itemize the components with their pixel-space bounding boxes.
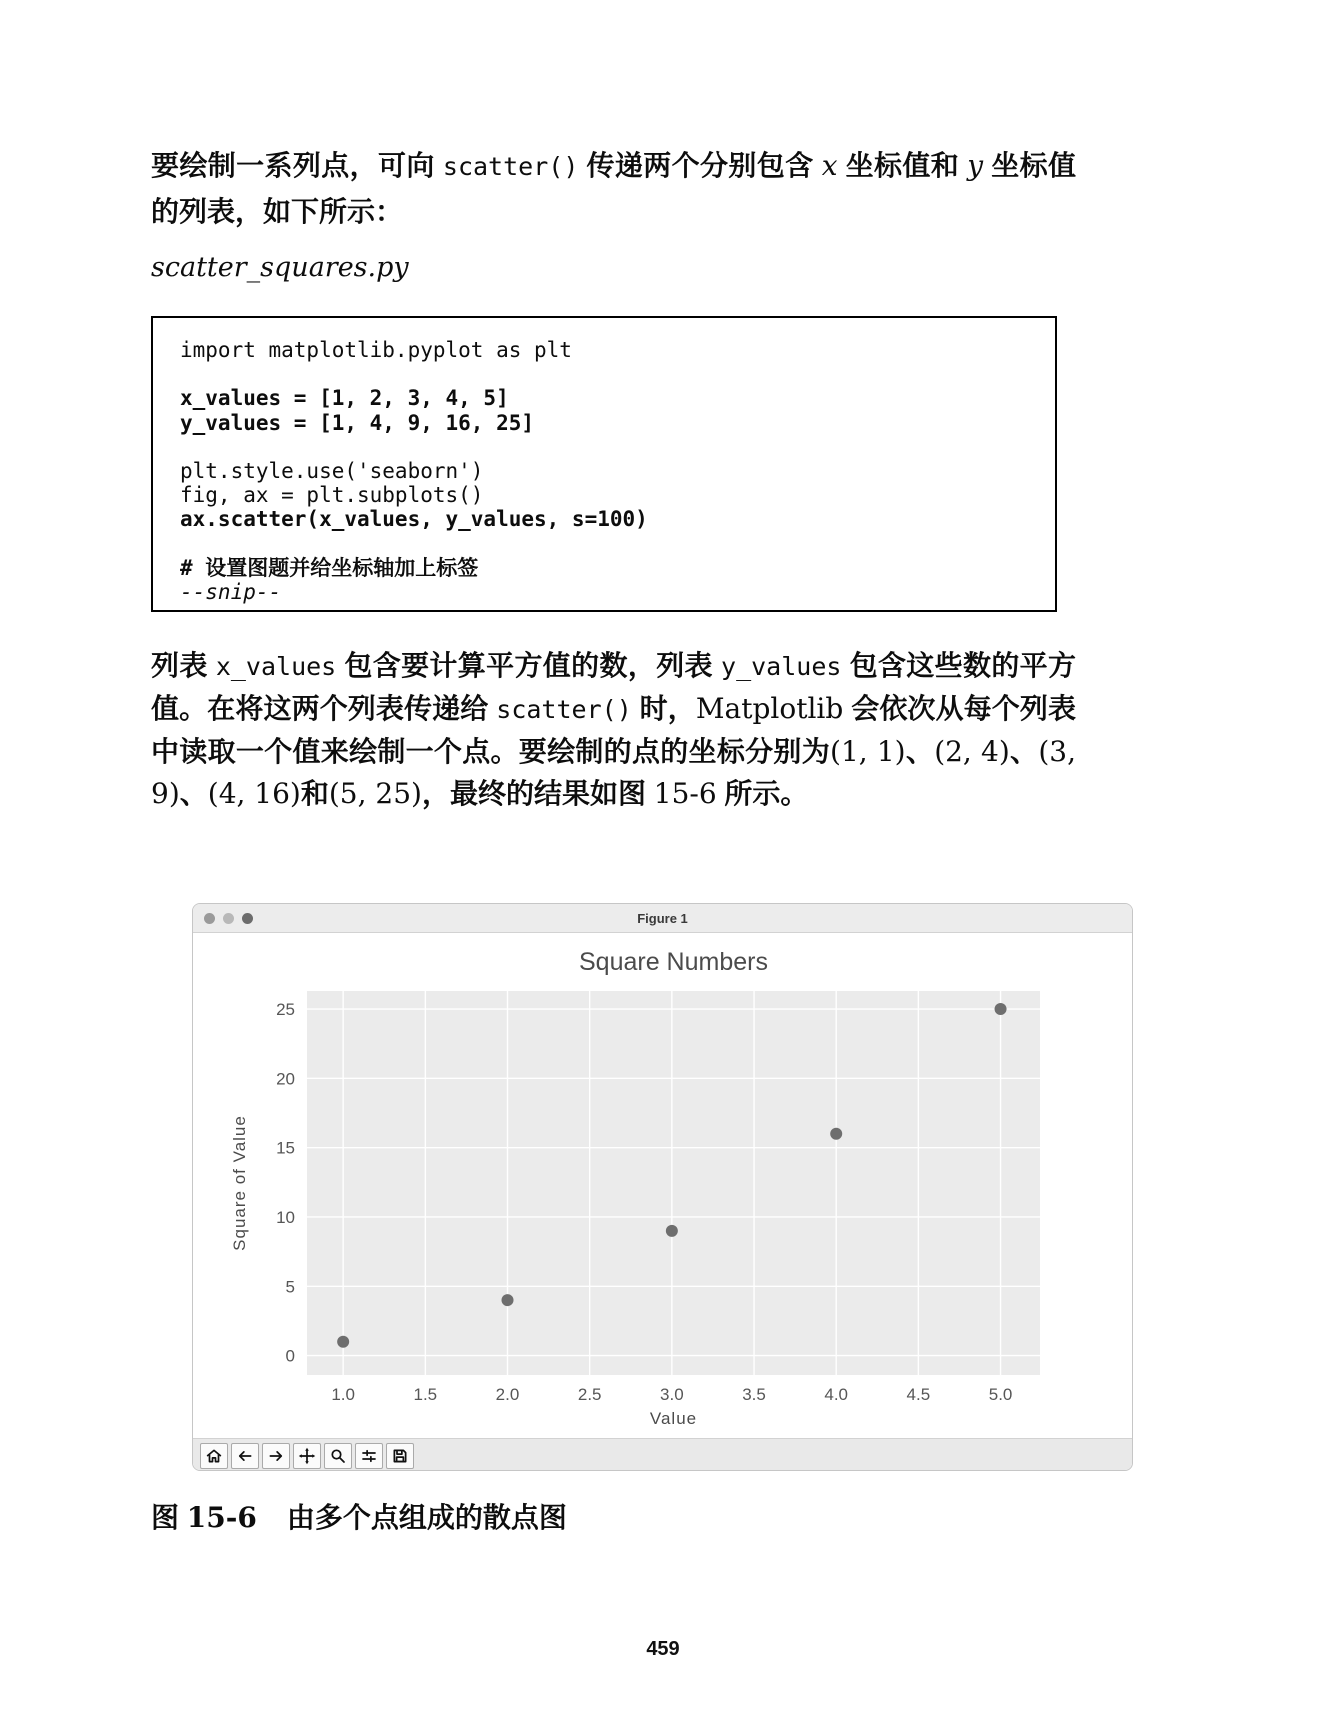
- window-titlebar: [193, 904, 1132, 933]
- forward-icon: [267, 1447, 285, 1465]
- explain-paragraph: [151, 645, 1076, 815]
- page-number: 459: [646, 1638, 680, 1660]
- x-tick-label: 1.5: [413, 1385, 438, 1404]
- text-segment: ，最终的结果如图: [421, 778, 654, 809]
- y-tick-label: 10: [276, 1207, 295, 1227]
- figure-caption: [151, 1496, 567, 1536]
- configure-subplots-button[interactable]: [355, 1443, 383, 1469]
- x-tick-label: 2.0: [495, 1385, 520, 1404]
- save-icon: [391, 1447, 409, 1465]
- scatter-chart: [193, 933, 1132, 1438]
- text-segment: x_values: [215, 652, 337, 681]
- zoom-button[interactable]: [242, 913, 253, 924]
- x-tick-label: 3.5: [742, 1385, 766, 1404]
- text-segment: y: [967, 149, 984, 182]
- scatter-point: [995, 1003, 1007, 1015]
- text-segment: 、: [905, 736, 935, 767]
- code-line: x_values = [1, 2, 3, 4, 5]: [180, 386, 509, 411]
- home-button[interactable]: [200, 1443, 228, 1469]
- y-tick-label: 5: [285, 1277, 295, 1297]
- y-axis-label: Square of Value: [230, 1115, 249, 1251]
- x-tick-label: 4.0: [824, 1385, 849, 1404]
- x-tick-label: 4.5: [906, 1385, 931, 1404]
- code-line: ax.scatter(x_values, y_values, s=100): [180, 507, 648, 532]
- configure-subplots-icon: [360, 1447, 378, 1465]
- window-title: Figure 1: [637, 910, 688, 926]
- text-segment: 包含这些数的平方值。在将这两个列表传递给: [151, 650, 1077, 724]
- text-segment: 坐标值和: [837, 150, 968, 181]
- intro-paragraph: [151, 143, 1076, 234]
- y-tick-label: 25: [276, 1000, 295, 1020]
- home-icon: [205, 1447, 223, 1465]
- scatter-point: [830, 1128, 842, 1140]
- code-line: y_values = [1, 4, 9, 16, 25]: [180, 410, 535, 435]
- text-segment: Matplotlib: [695, 692, 844, 725]
- traffic-lights: [204, 904, 253, 932]
- text-segment: 传递两个分别包含: [578, 150, 822, 181]
- code-line: # 设置图题并给坐标轴加上标签: [180, 555, 479, 580]
- y-tick-label: 15: [276, 1138, 295, 1158]
- caption-number: 15-6: [186, 1501, 257, 1534]
- caption-text: 由多个点组成的散点图: [286, 1502, 567, 1533]
- text-segment: (4, 16): [207, 777, 301, 810]
- code-line: [180, 532, 1045, 556]
- code-line: import matplotlib.pyplot as plt: [180, 338, 572, 362]
- x-tick-label: 2.5: [577, 1385, 602, 1404]
- x-tick-label: 1.0: [331, 1385, 355, 1404]
- back-icon: [236, 1447, 254, 1465]
- zoom-button[interactable]: [324, 1443, 352, 1469]
- mpl-toolbar: [193, 1438, 1132, 1471]
- minimize-button[interactable]: [223, 913, 234, 924]
- text-segment: 列表: [151, 650, 216, 681]
- figure-canvas: [193, 933, 1132, 1438]
- caption-prefix: 图: [151, 1502, 187, 1533]
- pan-icon: [298, 1447, 316, 1465]
- close-button[interactable]: [204, 913, 215, 924]
- scatter-point: [337, 1336, 349, 1348]
- y-tick-label: 0: [285, 1346, 295, 1366]
- x-tick-label: 3.0: [660, 1385, 684, 1404]
- text-segment: y_values: [721, 652, 842, 681]
- code-line: [180, 435, 1045, 459]
- pan-button[interactable]: [293, 1443, 321, 1469]
- text-segment: 会依次从每个列表中读取一个值来绘制一个点。要绘制的点的坐标分别为: [151, 693, 1077, 767]
- text-segment: 包含要计算平方值的数，列表: [336, 650, 722, 681]
- code-line: plt.style.use('seaborn'): [180, 459, 484, 484]
- text-segment: 、: [1009, 736, 1039, 767]
- x-tick-label: 5.0: [988, 1385, 1013, 1404]
- scatter-point: [502, 1294, 514, 1306]
- forward-button[interactable]: [262, 1443, 290, 1469]
- code-listing: [151, 316, 1057, 612]
- scatter-point: [666, 1225, 678, 1237]
- chart-title: Square Numbers: [579, 948, 768, 976]
- matplotlib-window: [192, 903, 1133, 1471]
- code-line: --snip--: [180, 580, 282, 605]
- text-segment: 、: [179, 778, 208, 809]
- text-segment: 要绘制一系列点，可向: [151, 150, 443, 181]
- text-segment: scatter(): [442, 152, 579, 181]
- text-segment: (1, 1): [830, 735, 906, 768]
- y-tick-label: 20: [276, 1069, 295, 1089]
- text-segment: (3, 9): [151, 735, 1076, 810]
- text-segment: 所示。: [716, 778, 809, 809]
- zoom-icon: [329, 1447, 347, 1465]
- save-button[interactable]: [386, 1443, 414, 1469]
- plot-area: [307, 991, 1040, 1375]
- back-button[interactable]: [231, 1443, 259, 1469]
- x-axis-label: Value: [649, 1409, 698, 1428]
- text-segment: (2, 4): [934, 735, 1010, 768]
- text-segment: 和: [300, 778, 329, 809]
- code-filename: scatter_squares.py: [151, 252, 409, 283]
- text-segment: scatter(): [496, 695, 632, 724]
- text-segment: 15-6: [653, 777, 717, 810]
- code-line: [180, 362, 1045, 386]
- text-segment: x: [821, 149, 838, 182]
- text-segment: 时，: [631, 693, 696, 724]
- code-line: fig, ax = plt.subplots(): [180, 483, 484, 508]
- text-segment: (5, 25): [328, 777, 422, 810]
- text-segment: 坐标值的列表，如下所示：: [151, 150, 1077, 227]
